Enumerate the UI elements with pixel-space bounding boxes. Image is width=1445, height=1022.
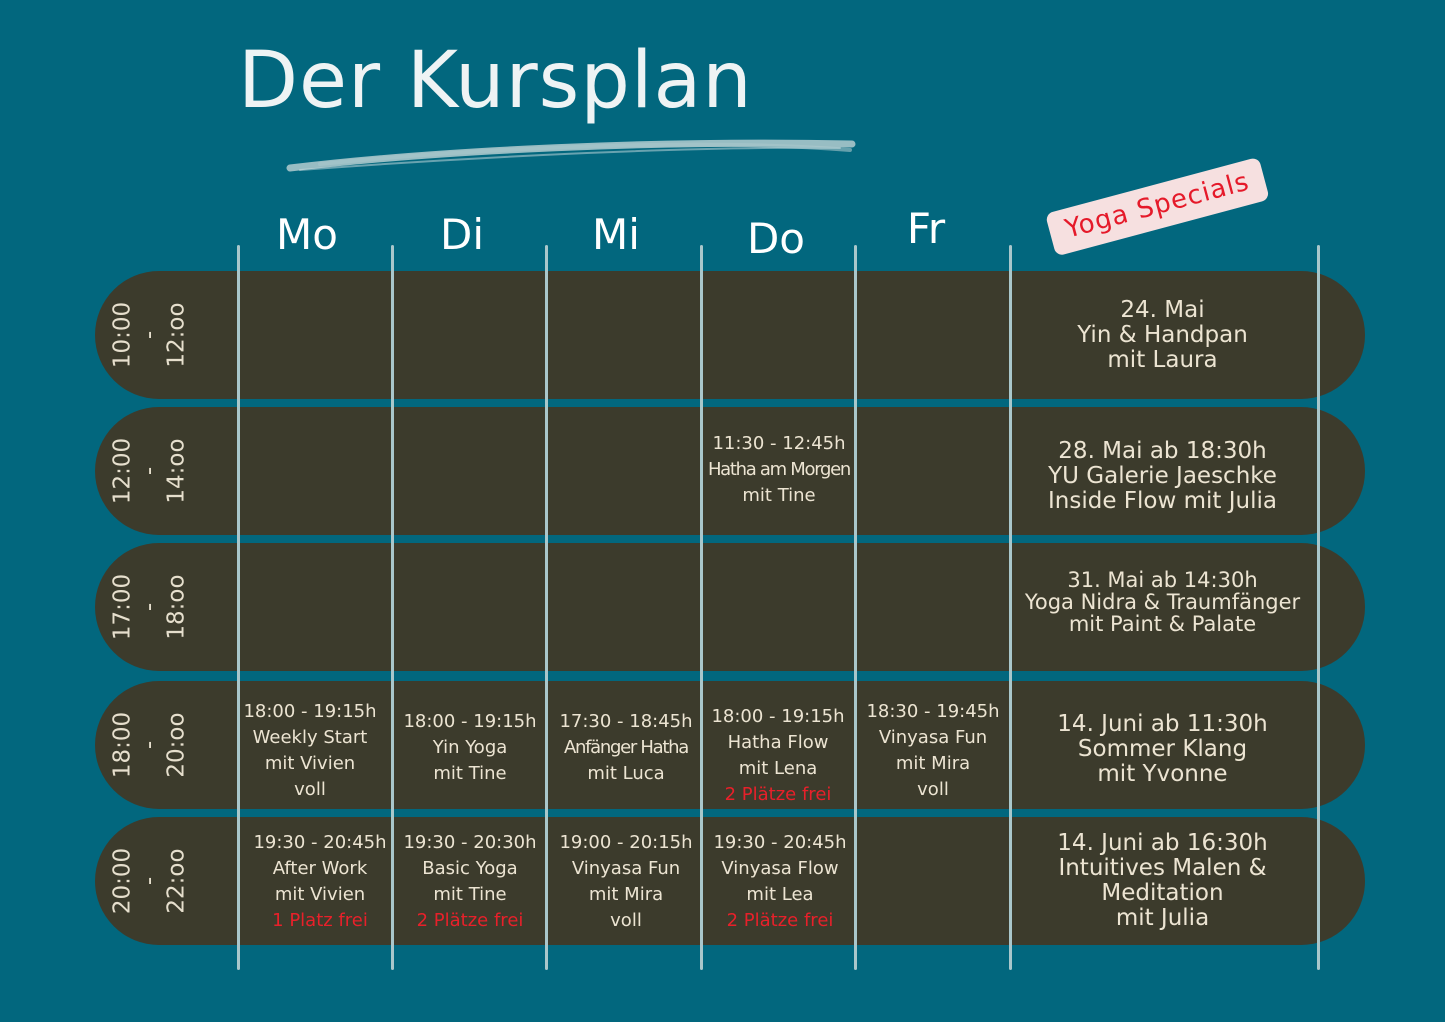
special-event-4 <box>1010 712 1315 787</box>
special-teacher: mit Yvonne <box>1097 761 1228 787</box>
course-availability: 2 Plätze frei <box>724 784 832 805</box>
special-location: YU Galerie Jaeschke <box>1048 463 1277 489</box>
course-title: Anfänger Hatha <box>564 737 688 758</box>
yoga-specials-tag: Yoga Specials <box>1045 157 1270 257</box>
time-end: 12:oo <box>163 302 190 368</box>
course-title: Basic Yoga <box>422 858 518 879</box>
course-time: 19:30 - 20:45h <box>253 832 387 853</box>
course-time: 18:00 - 19:15h <box>403 711 537 732</box>
special-teacher: mit Paint & Palate <box>1068 612 1257 636</box>
course-cell-fr-1800 <box>856 699 1010 803</box>
special-title: Inside Flow mit Julia <box>1048 488 1277 514</box>
time-sep: - <box>136 330 163 340</box>
time-start: 20:00 <box>109 847 136 915</box>
time-start: 12:00 <box>109 437 136 505</box>
course-teacher: mit Mira <box>895 753 971 774</box>
course-teacher: mit Lea <box>746 884 814 905</box>
course-cell-mo-2000 <box>243 830 397 934</box>
course-cell-mi-1800 <box>549 709 703 787</box>
time-end: 18:oo <box>163 574 190 640</box>
special-date: 28. Mai ab 18:30h <box>1058 438 1267 464</box>
course-teacher: mit Vivien <box>264 753 356 774</box>
special-date: 31. Mai ab 14:30h <box>1067 568 1258 592</box>
course-title: Vinyasa Flow <box>721 858 839 879</box>
time-end: 14:oo <box>163 438 190 504</box>
course-cell-mi-2000 <box>549 830 703 934</box>
time-label-1000 <box>100 271 200 399</box>
special-date: 24. Mai <box>1120 297 1205 323</box>
course-title: Vinyasa Fun <box>878 727 988 748</box>
time-sep: - <box>136 740 163 750</box>
course-title: Vinyasa Fun <box>571 858 681 879</box>
course-cell-do-1800 <box>701 704 855 808</box>
time-label-1700 <box>100 543 200 671</box>
column-divider <box>1317 245 1320 970</box>
time-sep: - <box>136 466 163 476</box>
special-teacher: mit Laura <box>1107 347 1218 373</box>
course-availability: 1 Platz frei <box>272 910 368 931</box>
course-time: 19:00 - 20:15h <box>559 832 693 853</box>
time-label-2000 <box>100 817 200 945</box>
course-time: 18:00 - 19:15h <box>711 706 845 727</box>
course-title: After Work <box>272 858 368 879</box>
course-time: 18:30 - 19:45h <box>866 701 1000 722</box>
special-event-2 <box>1010 439 1315 514</box>
time-end: 22:oo <box>163 848 190 914</box>
special-title: Yin & Handpan <box>1077 322 1248 348</box>
course-time: 11:30 - 12:45h <box>712 433 846 454</box>
special-date: 14. Juni ab 11:30h <box>1057 711 1268 737</box>
time-start: 10:00 <box>109 301 136 369</box>
course-time: 18:00 - 19:15h <box>243 701 377 722</box>
time-start: 18:00 <box>109 711 136 779</box>
course-teacher: mit Luca <box>587 763 665 784</box>
course-title: Hatha am Morgen <box>707 459 851 480</box>
course-teacher: mit Tine <box>742 485 816 506</box>
course-cell-di-1800 <box>393 709 547 787</box>
course-title: Hatha Flow <box>727 732 829 753</box>
course-time: 17:30 - 18:45h <box>559 711 693 732</box>
course-title: Yin Yoga <box>432 737 508 758</box>
day-header-do: Do <box>746 214 806 263</box>
time-sep: - <box>136 602 163 612</box>
day-header-di: Di <box>439 210 484 259</box>
special-event-1 <box>1010 298 1315 373</box>
special-teacher: mit Julia <box>1115 905 1210 931</box>
course-cell-do-2000 <box>703 830 857 934</box>
time-label-1800 <box>100 681 200 809</box>
course-status: voll <box>917 779 949 800</box>
course-teacher: mit Tine <box>433 884 507 905</box>
course-availability: 2 Plätze frei <box>726 910 834 931</box>
column-divider <box>237 245 240 970</box>
page-title: Der Kursplan <box>238 36 753 126</box>
time-label-1200 <box>100 407 200 535</box>
day-header-fr: Fr <box>906 204 946 253</box>
special-date: 14. Juni ab 16:30h <box>1057 830 1268 856</box>
course-teacher: mit Vivien <box>274 884 366 905</box>
course-teacher: mit Tine <box>433 763 507 784</box>
special-title: Sommer Klang <box>1077 736 1248 762</box>
course-teacher: mit Mira <box>588 884 664 905</box>
course-title: Weekly Start <box>252 727 368 748</box>
title-underline-brush <box>280 128 860 178</box>
course-time: 19:30 - 20:45h <box>713 832 847 853</box>
time-end: 20:oo <box>163 712 190 778</box>
day-header-mo: Mo <box>276 210 338 259</box>
special-event-3 <box>1010 569 1315 635</box>
special-event-5 <box>1010 831 1315 931</box>
time-sep: - <box>136 876 163 886</box>
course-cell-mo-1800 <box>233 699 387 803</box>
special-title: Intuitives Malen & <box>1058 855 1267 881</box>
special-title-cont: Meditation <box>1101 880 1224 906</box>
course-cell-di-2000 <box>393 830 547 934</box>
course-status: voll <box>610 910 642 931</box>
course-teacher: mit Lena <box>738 758 818 779</box>
day-header-mi: Mi <box>592 210 640 259</box>
course-status: voll <box>294 779 326 800</box>
special-title: Yoga Nidra & Traumfänger <box>1024 590 1301 614</box>
course-time: 19:30 - 20:30h <box>403 832 537 853</box>
course-availability: 2 Plätze frei <box>416 910 524 931</box>
time-start: 17:00 <box>109 573 136 641</box>
course-cell-do-1200 <box>702 431 856 509</box>
